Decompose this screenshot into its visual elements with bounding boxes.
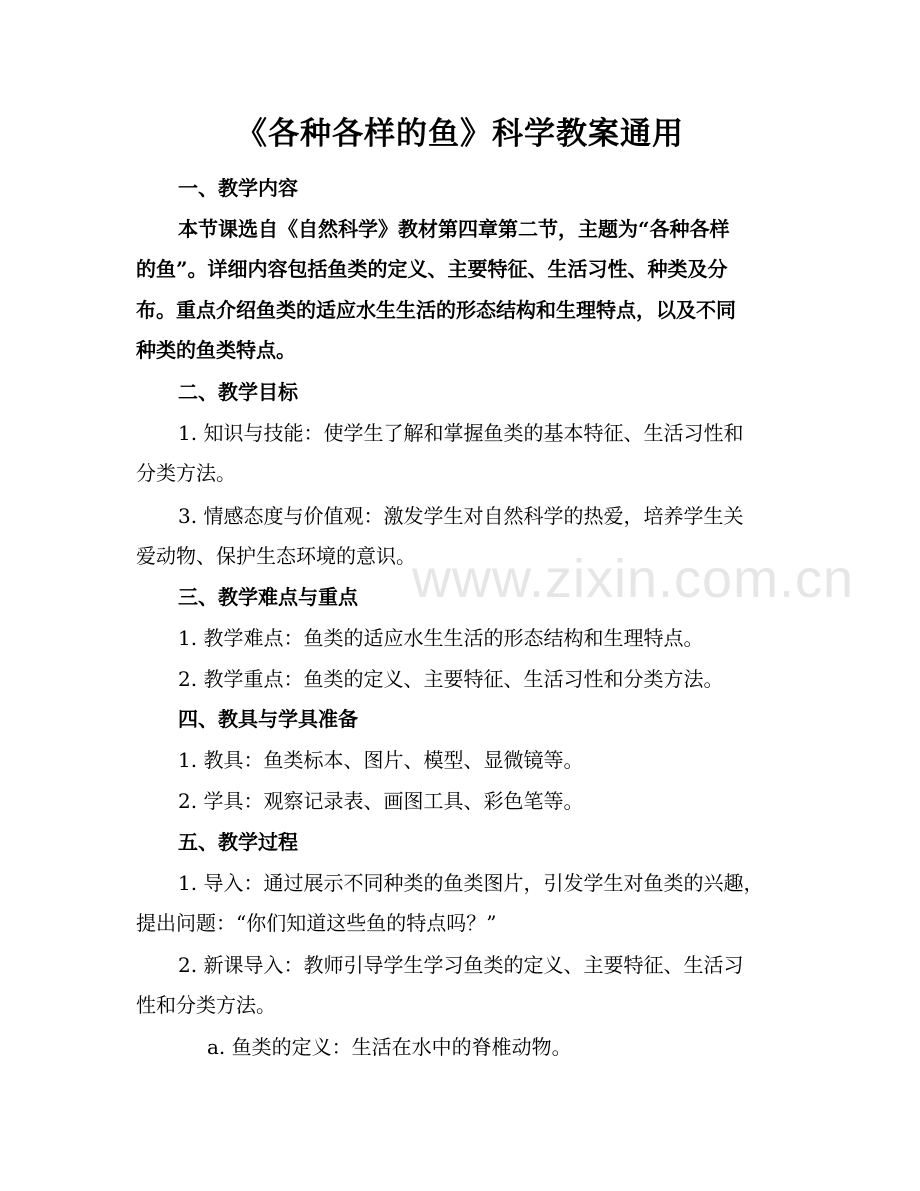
paragraph-line: 2. 教学重点：鱼类的定义、主要特征、生活习性和分类方法。 [178,667,724,691]
watermark: www.zixin.com.cn [412,549,855,609]
section-heading-objectives: 二、教学目标 [178,380,298,404]
paragraph-line: 本节课选自《自然科学》教材第四章第二节，主题为“各种各样 [178,217,730,241]
paragraph-line: 2. 学具：观察记录表、画图工具、彩色笔等。 [178,789,584,813]
section-heading-difficulties: 三、教学难点与重点 [178,585,358,609]
paragraph-line: 2. 新课导入：教师引导学生学习鱼类的定义、主要特征、生活习 [178,953,744,977]
section-heading-content: 一、教学内容 [178,176,298,200]
paragraph-line: 性和分类方法。 [136,993,276,1017]
paragraph-line: 种类的鱼类特点。 [136,338,296,362]
section-heading-process: 五、教学过程 [178,830,298,854]
paragraph-line: 分类方法。 [136,461,236,485]
paragraph-line: 3. 情感态度与价值观：激发学生对自然科学的热爱，培养学生关 [178,504,744,528]
paragraph-line: 1. 教具：鱼类标本、图片、模型、显微镜等。 [178,748,584,772]
paragraph-line: 爱动物、保护生态环境的意识。 [136,544,416,568]
document-title: 《各种各样的鱼》科学教案通用 [236,116,684,152]
paragraph-line: 1. 导入：通过展示不同种类的鱼类图片，引发学生对鱼类的兴趣， [178,871,764,895]
paragraph-line: 1. 教学难点：鱼类的适应水生生活的形态结构和生理特点。 [178,626,704,650]
paragraph-line: 的鱼”。详细内容包括鱼类的定义、主要特征、生活习性、种类及分 [136,257,728,281]
paragraph-line: 布。重点介绍鱼类的适应水生生活的形态结构和生理特点，以及不同 [136,298,736,322]
section-heading-materials: 四、教具与学具准备 [178,707,358,731]
paragraph-line: 提出问题：“你们知道这些鱼的特点吗？” [136,911,497,935]
paragraph-line: 1. 知识与技能：使学生了解和掌握鱼类的基本特征、生活习性和 [178,421,744,445]
paragraph-line: a. 鱼类的定义：生活在水中的脊椎动物。 [207,1035,572,1059]
